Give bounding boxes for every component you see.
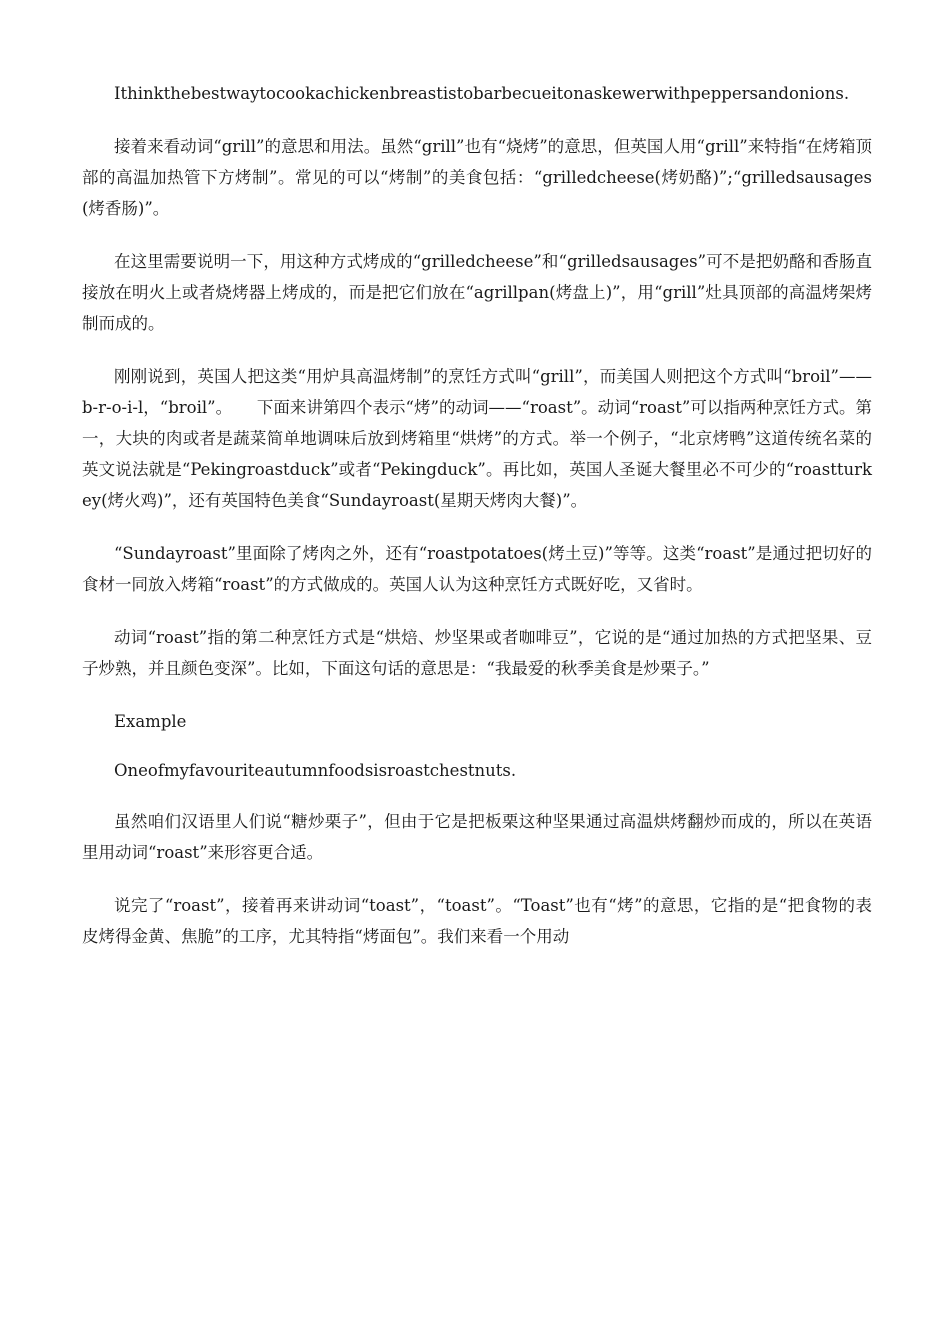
paragraph-broil-roast: 刚刚说到，英国人把这类“用炉具高温烤制”的烹饪方式叫“grill”，而美国人则把这个方式叫“broil”——b-r-o-i-l，“broil”。 下面来讲第四个表示“烤”的动词——“roast”。动词“roast”可以指两种烹饪方式。第一，大块的肉或者是蔬菜简单地调味后放到烤箱里“烘烤”的方式。举一个例子，“北京烤鸭”这道传统名菜的英文说法就是“Pekingroastduck”或者“Pekingduck”。再比如，英国人圣诞大餐里必不可少的“roastturkey(烤火鸡)”，还有英国特色美食“Sundayroast(星期天烤肉大餐)”。 bbox=[82, 367, 872, 510]
document-body bbox=[82, 78, 872, 974]
example-sentence-chestnuts: Oneofmyfavouriteautumnfoodsisroastchestnuts. bbox=[114, 761, 517, 780]
example-label: Example bbox=[114, 712, 187, 731]
paragraph-grill-meaning: 接着来看动词“grill”的意思和用法。虽然“grill”也有“烧烤”的意思，但英国人用“grill”来特指“在烤箱顶部的高温加热管下方烤制”。常见的可以“烤制”的美食包括：“grilledcheese(烤奶酪)”;“grilledsausages(烤香肠)”。 bbox=[82, 137, 872, 218]
paragraph-toast: 说完了“roast”，接着再来讲动词“toast”，“toast”。“Toast”也有“烤”的意思，它指的是“把食物的表皮烤得金黄、焦脆”的工序，尤其特指“烤面包”。我们来看一个用动 bbox=[82, 896, 872, 946]
example-sentence-chicken: Ithinkthebestwaytocookachickenbreastistobarbecueitonaskewerwithpeppersandonions. bbox=[114, 84, 850, 103]
paragraph-sunday-roast: “Sundayroast”里面除了烤肉之外，还有“roastpotatoes(烤土豆)”等等。这类“roast”是通过把切好的食材一同放入烤箱“roast”的方式做成的。英国人认为这种烹饪方式既好吃，又省时。 bbox=[82, 544, 872, 594]
paragraph-roast-second-meaning: 动词“roast”指的第二种烹饪方式是“烘焙、炒坚果或者咖啡豆”，它说的是“通过加热的方式把坚果、豆子炒熟，并且颜色变深”。比如，下面这句话的意思是：“我最爱的秋季美食是炒栗子。” bbox=[82, 628, 872, 678]
paragraph-chestnuts-note: 虽然咱们汉语里人们说“糖炒栗子”，但由于它是把板栗这种坚果通过高温烘烤翻炒而成的，所以在英语里用动词“roast”来形容更合适。 bbox=[82, 812, 872, 862]
paragraph-grill-explanation: 在这里需要说明一下，用这种方式烤成的“grilledcheese”和“grilledsausages”可不是把奶酪和香肠直接放在明火上或者烧烤器上烤成的，而是把它们放在“agrillpan(烤盘上)”，用“grill”灶具顶部的高温烤架烤制而成的。 bbox=[82, 252, 872, 333]
